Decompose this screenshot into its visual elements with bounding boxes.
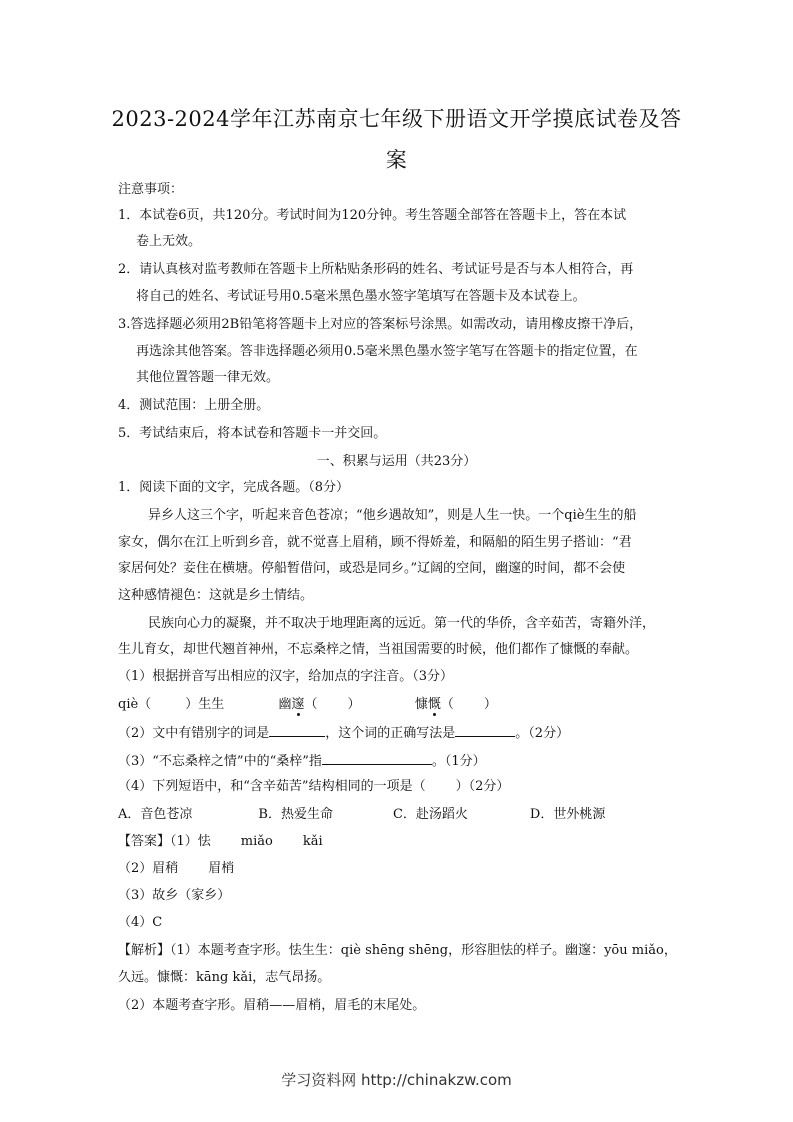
passage-line: 这种感情褪色：这就是乡土情结。 (118, 588, 314, 603)
sub-question-1: （1）根据拼音写出相应的汉字，给加点的字注音。（3分） (118, 669, 454, 684)
notice-item: 5．考试结束后，将本试卷和答题卡一并交回。 (118, 426, 387, 441)
answer-line-4: （4）C (118, 915, 163, 930)
option-a: A．音色苍凉 (118, 807, 193, 822)
analysis-label: 【解析】 (118, 943, 171, 958)
answer-line-1: 【答案】（1）怯 miǎo kǎi (118, 834, 323, 849)
option-c: C．赴汤蹈火 (392, 807, 468, 822)
notice-item: 将自己的姓名、考试证号用0.5毫米黑色墨水签字笔填写在答题卡及本试卷上。 (136, 289, 586, 304)
notice-item: 其他位置答题一律无效。 (136, 370, 280, 385)
pinyin-item-a: qiè（ ）生生 (118, 697, 225, 712)
options-row (118, 805, 605, 825)
passage-line: 家居何处？妾住在横塘。停船暂借问，或恐是同乡。”辽阔的空间，幽邃的时间，都不会使 (118, 561, 626, 576)
pinyin-item-b: 幽邃（ ） (278, 697, 361, 712)
answer-blank[interactable] (455, 722, 515, 737)
passage-line: 生儿育女，却世代翘首神州，不忘桑梓之情，当祖国需要的时候，他们都作了慷慨的奉献。 (118, 642, 639, 657)
footer-watermark: 学习资料网 http://chinakzw.com (281, 1071, 512, 1089)
section-heading: 一、积累与运用（共23分） (316, 454, 477, 469)
sub-question-4: （4）下列短语中，和“含辛茹苦”结构相同的一项是（ ）（2分） (118, 779, 510, 794)
sub-question-2: （2）文中有错别字的词是 ，这个词的正确写法是 。（2分） (118, 722, 569, 744)
sub-question-3: （3）“不忘桑梓之情”中的“桑梓”指 。（1分） (118, 750, 486, 772)
answer-blank[interactable] (322, 750, 432, 765)
analysis-line: 【解析】（1）本题考查字形。怯生生：qiè shēng shēng，形容胆怯的样子。幽邃：yōu miǎo， (118, 943, 677, 958)
answer-line-2: （2）眉稍 眉梢 (118, 861, 235, 876)
notice-item: 2．请认真核对监考教师在答题卡上所粘贴条形码的姓名、考试证号是否与本人相符合，再 (118, 262, 634, 277)
answer-line-3: （3）故乡（家乡） (118, 888, 231, 903)
pinyin-item-c: 慷慨（ ） (414, 697, 497, 712)
notice-item: 卷上无效。 (136, 234, 202, 249)
option-d: D．世外桃源 (529, 807, 606, 822)
notice-heading: 注意事项： (118, 182, 184, 197)
notice-item: 4．测试范围：上册全册。 (118, 398, 270, 413)
notice-item: 再选涂其他答案。答非选择题必须用0.5毫米黑色墨水签字笔写在答题卡的指定位置，在 (136, 344, 638, 359)
notice-item: 3.答选择题必须用2B铅笔将答题卡上对应的答案标号涂黑。如需改动，请用橡皮擦干净后， (118, 317, 643, 332)
option-b: B．热爱生命 (258, 807, 333, 822)
answer-blank[interactable] (269, 722, 325, 737)
document-title: 2023-2024学年江苏南京七年级下册语文开学摸底试卷及答 (111, 107, 682, 131)
answer-label: 【答案】 (118, 834, 171, 849)
question-stem: 1．阅读下面的文字，完成各题。（8分） (118, 480, 350, 495)
analysis-line: （2）本题考查字形。眉稍——眉梢，眉毛的末尾处。 (118, 998, 426, 1013)
passage-line: 异乡人这三个字，听起来音色苍凉；“他乡遇故知”，则是人生一快。一个qiè生生的船 (148, 508, 637, 523)
analysis-line: 久远。慷慨：kāng kǎi，志气昂扬。 (118, 970, 331, 985)
document-title-continued: 案 (385, 148, 408, 172)
passage-line: 民族向心力的凝聚，并不取决于地理距离的远近。第一代的华侨，含辛茹苦，寄籍外洋， (148, 616, 656, 631)
passage-line: 家女，偶尔在江上听到乡音，就不觉喜上眉稍，顾不得娇羞，和隔船的陌生男子搭讪：“君 (118, 535, 632, 550)
pinyin-items (118, 695, 497, 715)
notice-item: 1．本试卷6页，共120分。考试时间为120分钟。考生答题全部答在答题卡上，答在本试 (118, 208, 627, 223)
